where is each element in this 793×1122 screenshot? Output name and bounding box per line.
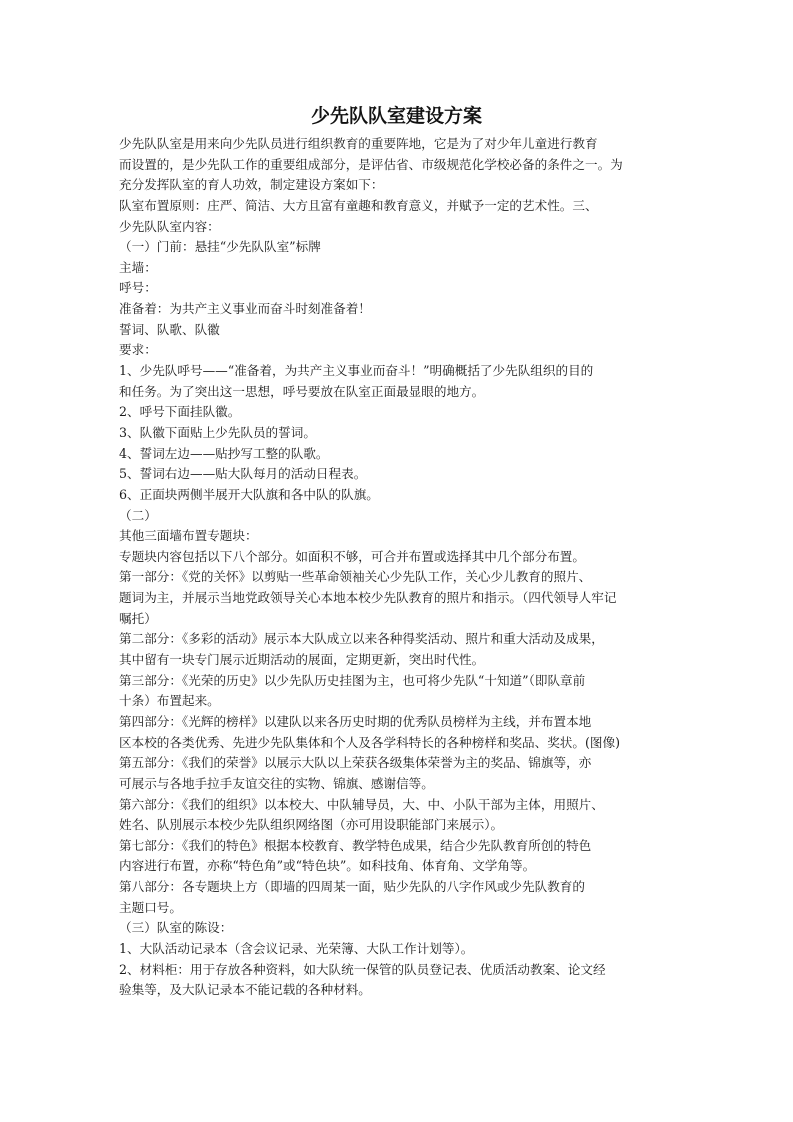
body-line: 第一部分：《党的关怀》以剪贴一些革命领袖关心少先队工作，关心少儿教育的照片、 xyxy=(119,569,592,585)
body-line: 第三部分：《光荣的历史》以少先队历史挂图为主，也可将少先队“十知道”（即队章前 xyxy=(119,672,586,688)
body-line: 队室布置原则：庄严、简洁、大方且富有童趣和教育意义，并赋予一定的艺术性。三、 xyxy=(119,197,598,213)
body-line: 而设置的，是少先队工作的重要组成部分，是评估省、市级规范化学校必备的条件之一。为 xyxy=(119,156,623,172)
body-line: 主墙： xyxy=(119,259,157,275)
document-body xyxy=(119,134,685,1001)
body-line: 其中留有一块专门展示近期活动的展面，定期更新，突出时代性。 xyxy=(119,652,485,668)
body-line: 第二部分：《多彩的活动》展示本大队成立以来各种得奖活动、照片和重大活动及成果， xyxy=(119,631,604,647)
body-line: 和任务。为了突出这一思想，呼号要放在队室正面最显眼的地方。 xyxy=(119,383,485,399)
body-line: 2、材料柜：用于存放各种资料，如大队统一保管的队员登记表、优质活动教案、论文经 xyxy=(119,961,606,977)
body-line: 第八部分：各专题块上方（即墙的四周某一面，贴少先队的八字作风或少先队教育的 xyxy=(119,879,585,895)
body-line: 1、少先队呼号——“准备着，为共产主义事业而奋斗！”明确概括了少先队组织的目的 xyxy=(119,363,594,379)
body-line: 姓名、队別展示本校少先队组织网络图（亦可用设职能部门来展示）。 xyxy=(119,817,504,833)
body-line: 其他三面墙布置专题块： xyxy=(119,528,258,544)
body-line: 准备着：为共产主义事业而奋斗时刻准备着！ xyxy=(119,301,371,317)
document-title: 少先队队室建设方案 xyxy=(310,105,482,127)
body-line: （一）门前：悬挂“少先队队室”标牌 xyxy=(119,239,321,255)
body-line: 第六部分：《我们的组织》以本校大、中队辅导员，大、中、小队干部为主体，用照片、 xyxy=(119,796,604,812)
body-line: 验集等，及大队记录本不能记载的各种材料。 xyxy=(119,982,371,998)
body-line: 第四部分：《光辉的榜样》以建队以来各历史时期的优秀队员榜样为主线，并布置本地 xyxy=(119,713,592,729)
body-line: 少先队队室内容： xyxy=(119,218,220,234)
body-line: 要求： xyxy=(119,342,157,358)
body-line: 主题口号。 xyxy=(119,899,182,915)
body-line: 少先队队室是用来向少先队员进行组织教育的重要阵地，它是为了对少年儿童进行教育 xyxy=(119,136,598,151)
body-line: 十条）布置起来。 xyxy=(119,693,220,709)
body-line: 充分发挥队室的育人功效，制定建设方案如下： xyxy=(119,177,384,193)
body-line: 第七部分：《我们的特色》根据本校教育、教学特色成果，结合少先队教育所创的特色 xyxy=(119,837,592,853)
body-line: 3、队徽下面贴上少先队员的誓词。 xyxy=(119,424,316,440)
body-line: 2、呼号下面挂队徽。 xyxy=(119,404,241,420)
body-line: 嘱托） xyxy=(119,610,157,626)
body-line: 4、誓词左边——贴抄写工整的队歌。 xyxy=(119,445,329,461)
body-line: 内容进行布置，亦称“特色角”或“特色块”。如科技角、体育角、文学角等。 xyxy=(119,858,536,874)
body-line: 呼号： xyxy=(119,280,157,296)
body-line: 5、誓词右边——贴大队每月的活动日程表。 xyxy=(119,466,367,482)
body-line: （三）队室的陈设： xyxy=(119,920,233,936)
body-line: 誓词、队歌、队徽 xyxy=(119,321,220,337)
body-line: 第五部分：《我们的荣誉》以展示大队以上荣获各级集体荣誉为主的奖品、锦旗等，亦 xyxy=(119,755,592,771)
body-line: 1、大队活动记录本（含会议记录、光荣簿、大队工作计划等）。 xyxy=(119,940,474,956)
body-line: 题词为主，并展示当地党政领导关心本地本校少先队教育的照片和指示。（四代领导人牢记 xyxy=(119,590,617,606)
body-line: （二） xyxy=(119,507,157,523)
body-line: 可展示与各地手拉手友谊交往的实物、锦旗、感谢信等。 xyxy=(119,775,434,791)
body-line: 区本校的各类优秀、先进少先队集体和个人及各学科特长的各种榜样和奖品、奖状。(图像) xyxy=(119,734,620,750)
body-line: 专题块内容包括以下八个部分。如面积不够，可合并布置或选择其中几个部分布置。 xyxy=(119,548,585,564)
body-line: 6、正面块两侧半展开大队旗和各中队的队旗。 xyxy=(119,486,379,502)
